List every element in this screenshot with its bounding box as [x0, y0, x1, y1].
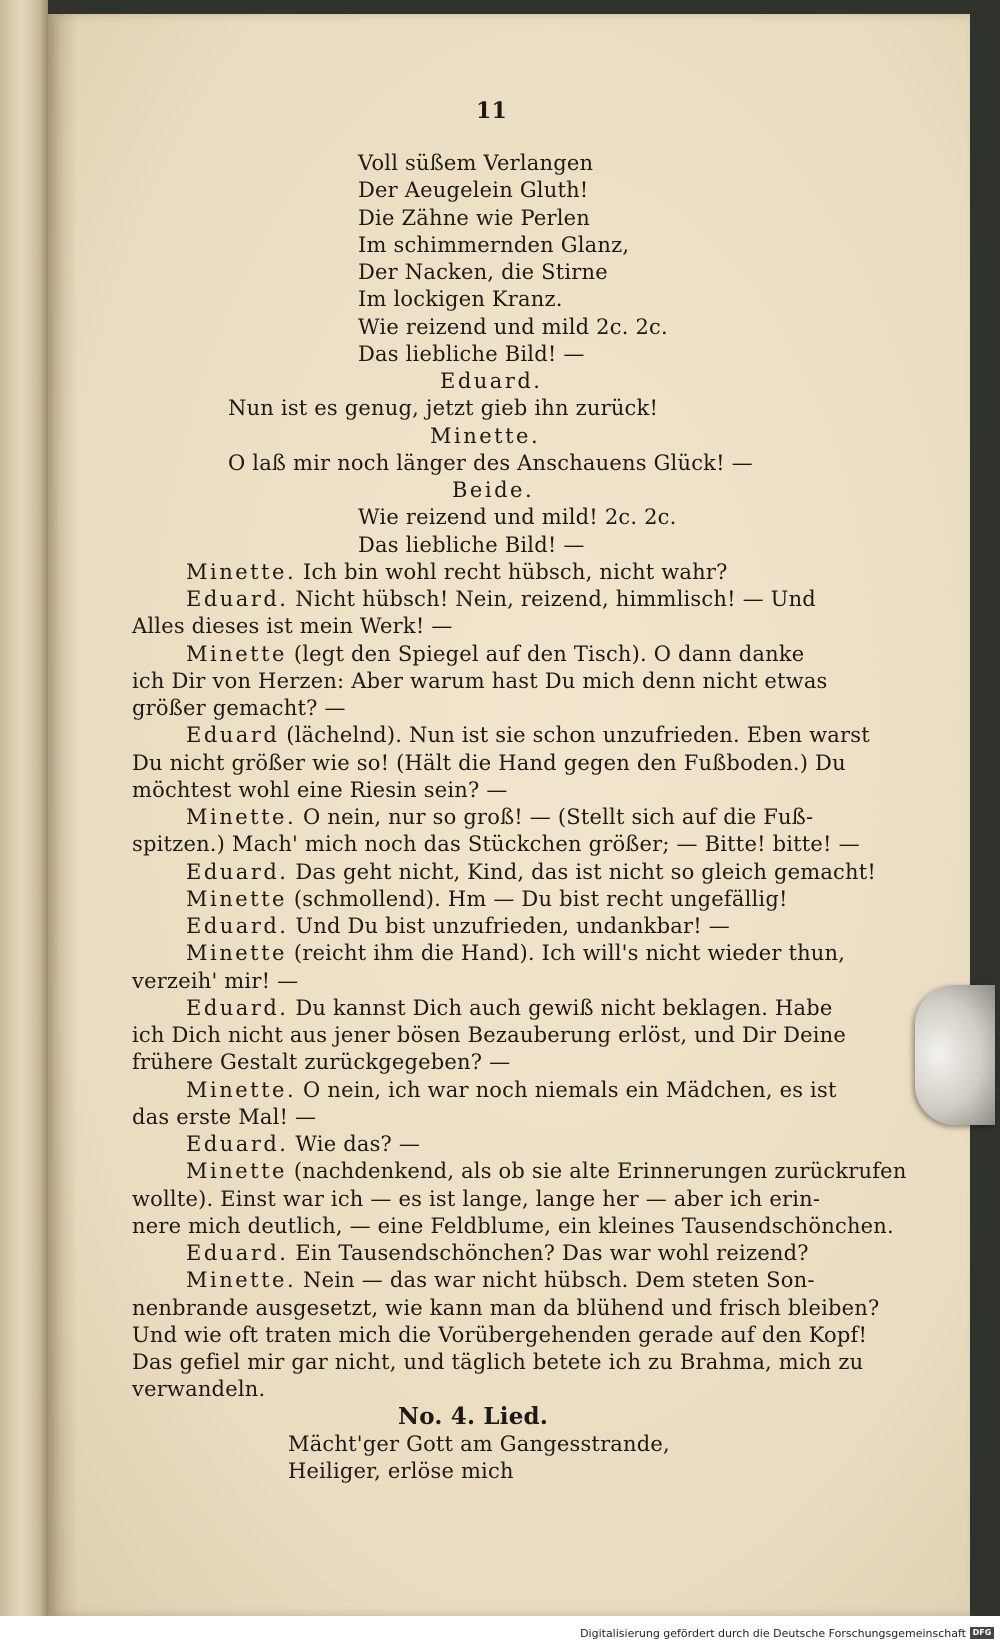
text-line: [132, 777, 508, 803]
text-line: [186, 1077, 837, 1103]
text-line: [132, 968, 298, 994]
line-text: das erste Mal! —: [132, 1104, 317, 1129]
text-line: [358, 532, 585, 558]
line-text: ich Dich nicht aus jener bösen Bezauberung erlöst, und Dir Deine: [132, 1023, 847, 1047]
line-text: Wie das? —: [295, 1132, 421, 1156]
line-text: Voll süßem Verlangen: [358, 151, 594, 175]
text-line: [186, 559, 728, 585]
line-text: O nein, nur so groß! — (Stellt sich auf die Fuß-: [303, 805, 814, 829]
text-line: [132, 1349, 863, 1375]
line-text: Nicht hübsch! Nein, reizend, himmlisch! — Und: [295, 587, 816, 611]
speaker-name: Minette: [186, 641, 287, 666]
text-line: [132, 1022, 846, 1048]
speaker-name: Eduard.: [186, 1241, 289, 1265]
speaker-name: Minette.: [430, 423, 541, 448]
speaker-name: Eduard.: [186, 914, 289, 938]
line-text: Im lockigen Kranz.: [358, 287, 563, 312]
line-text: Und wie oft traten mich die Vorübergehenden gerade auf den Kopf!: [132, 1322, 868, 1347]
page-text: [48, 14, 970, 1616]
text-line: [186, 722, 870, 748]
speaker-heading: [440, 368, 542, 394]
line-text: O nein, ich war noch niemals ein Mädchen, es ist: [303, 1077, 837, 1102]
speaker-name: Minette.: [186, 1077, 297, 1102]
text-line: [228, 450, 753, 476]
book-page: [48, 14, 970, 1616]
line-text: Nun ist es genug, jetzt gieb ihn zurück!: [228, 396, 659, 421]
text-line: [358, 177, 588, 203]
line-text: Im schimmernden Glanz,: [358, 232, 630, 257]
line-text: Der Nacken, die Stirne: [358, 260, 608, 284]
speaker-name: Beide.: [452, 478, 535, 502]
page-number: 11: [476, 98, 508, 124]
line-text: Du nicht größer wie so! (Hält die Hand gegen den Fußboden.) Du: [132, 750, 846, 775]
line-text: ich Dir von Herzen: Aber warum hast Du mich denn nicht etwas: [132, 668, 828, 693]
text-line: [288, 1431, 670, 1457]
line-text: (schmollend). Hm — Du bist recht ungefällig!: [293, 886, 788, 911]
text-line: [132, 668, 828, 694]
line-text: möchtest wohl eine Riesin sein? —: [132, 777, 508, 802]
speaker-name: Minette.: [186, 1268, 297, 1293]
footer-credit: Digitalisierung gefördert durch die Deutsche Forschungsgemeinschaft: [580, 1627, 966, 1640]
line-text: Das gefiel mir gar nicht, und täglich betete ich zu Brahma, mich zu: [132, 1350, 864, 1374]
text-line: [358, 205, 590, 231]
line-text: Ein Tausendschönchen? Das war wohl reizend?: [295, 1241, 809, 1265]
text-line: [186, 1267, 815, 1293]
text-line: [186, 940, 845, 966]
text-line: [358, 341, 585, 367]
text-line: [288, 1458, 514, 1484]
line-text: Alles dieses ist mein Werk! —: [132, 614, 453, 639]
text-line: [186, 995, 833, 1021]
text-line: [132, 1104, 316, 1130]
text-line: [186, 913, 730, 939]
speaker-name: Eduard.: [186, 587, 289, 611]
text-line: [186, 859, 876, 885]
text-line: [358, 504, 677, 530]
text-line: [186, 1240, 809, 1266]
text-line: [358, 286, 563, 312]
text-line: [132, 1322, 867, 1348]
speaker-heading: [430, 423, 540, 449]
dfg-logo-icon: DFG: [970, 1627, 994, 1639]
speaker-name: Eduard.: [186, 1132, 289, 1156]
speaker-name: Minette.: [186, 805, 297, 829]
line-text: frühere Gestalt zurückgegeben? —: [132, 1050, 511, 1075]
speaker-name: Eduard.: [186, 995, 289, 1020]
text-line: [132, 1049, 510, 1075]
text-line: [132, 1295, 879, 1321]
text-line: [132, 1186, 820, 1212]
text-line: [358, 150, 593, 176]
speaker-name: Eduard.: [186, 859, 289, 884]
text-line: [132, 1376, 265, 1402]
text-line: [186, 804, 813, 830]
line-text: (reicht ihm die Hand). Ich will's nicht wieder thun,: [293, 941, 846, 966]
line-text: (lächelnd). Nun ist sie schon unzufrieden. Eben warst: [286, 723, 870, 748]
text-line: [358, 314, 668, 340]
speaker-name: Minette: [186, 886, 287, 911]
text-line: [132, 1213, 894, 1239]
text-line: [186, 586, 816, 612]
line-text: wollte). Einst war ich — es ist lange, lange her — aber ich erin-: [132, 1186, 821, 1211]
speaker-name: Eduard.: [440, 369, 543, 393]
line-text: Mächt'ger Gott am Gangesstrande,: [288, 1431, 670, 1456]
text-line: [132, 750, 846, 776]
text-line: [228, 395, 658, 421]
line-text: nere mich deutlich, — eine Feldblume, ein kleines Tausendschönchen.: [132, 1213, 894, 1238]
line-text: spitzen.) Mach' mich noch das Stückchen größer; — Bitte! bitte! —: [132, 832, 860, 857]
line-text: verwandeln.: [132, 1377, 266, 1402]
text-line: [132, 695, 346, 721]
line-text: Wie reizend und mild 2c. 2c.: [358, 314, 668, 339]
text-line: [186, 886, 788, 912]
line-text: Der Aeugelein Gluth!: [358, 178, 589, 203]
speaker-name: Minette: [186, 941, 287, 966]
section-heading: [398, 1404, 548, 1430]
text-line: [186, 1131, 420, 1157]
text-line: [358, 259, 608, 285]
text-line: [186, 1158, 907, 1184]
line-text: Das liebliche Bild! —: [358, 341, 585, 366]
line-text: Heiliger, erlöse mich: [288, 1459, 514, 1483]
line-text: Wie reizend und mild! 2c. 2c.: [358, 505, 677, 530]
line-text: Und Du bist unzufrieden, undankbar! —: [295, 914, 730, 938]
line-text: Ich bin wohl recht hübsch, nicht wahr?: [303, 559, 728, 584]
previous-page-edge: [0, 0, 48, 1641]
line-text: (legt den Spiegel auf den Tisch). O dann danke: [293, 641, 805, 666]
page-clip: [915, 985, 995, 1125]
line-text: Die Zähne wie Perlen: [358, 205, 591, 230]
speaker-name: Eduard: [186, 723, 280, 748]
line-text: Nein — das war nicht hübsch. Dem steten Son-: [303, 1268, 815, 1293]
text-line: [358, 232, 629, 258]
speaker-name: Minette: [186, 1159, 287, 1184]
line-text: Du kannst Dich auch gewiß nicht beklagen. Habe: [295, 995, 833, 1020]
speaker-heading: [452, 477, 534, 503]
line-text: nenbrande ausgesetzt, wie kann man da blühend und frisch bleiben?: [132, 1295, 880, 1320]
text-line: [132, 831, 860, 857]
line-text: O laß mir noch länger des Anschauens Glück! —: [228, 450, 753, 475]
speaker-name: Minette.: [186, 559, 297, 584]
text-line: [132, 613, 453, 639]
line-text: verzeih' mir! —: [132, 968, 299, 993]
text-line: [186, 641, 804, 667]
line-text: Das geht nicht, Kind, das ist nicht so gleich gemacht!: [295, 859, 877, 884]
line-text: Das liebliche Bild! —: [358, 532, 585, 557]
line-text: größer gemacht? —: [132, 696, 346, 720]
heading-text: No. 4. Lied.: [398, 1402, 549, 1430]
line-text: (nachdenkend, als ob sie alte Erinnerungen zurückrufen: [293, 1159, 907, 1184]
